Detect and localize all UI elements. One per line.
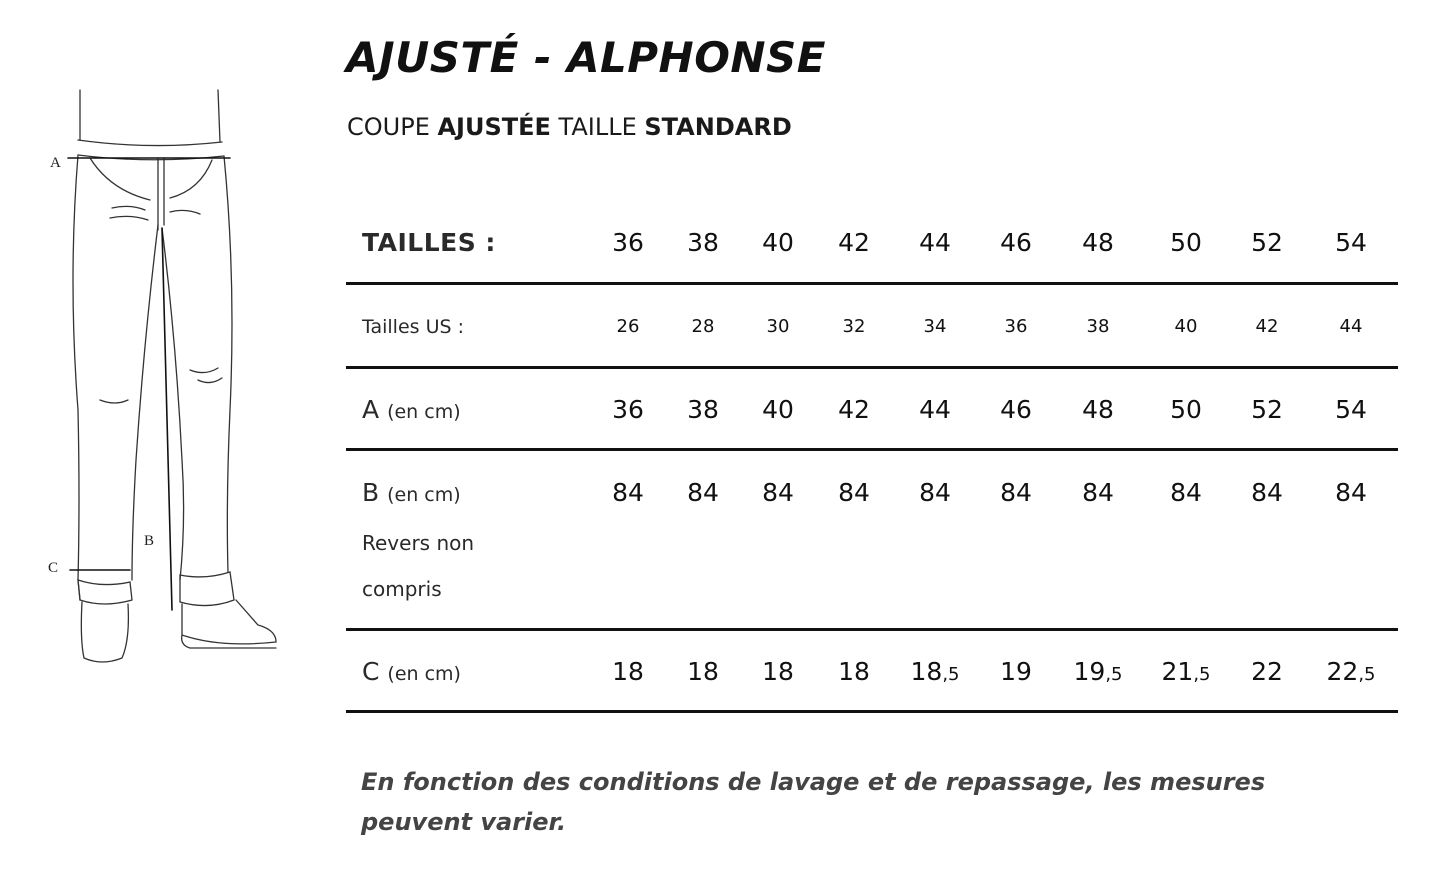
us-size-cell: 28 <box>691 316 715 337</box>
measure-b-cell: 84 <box>838 478 870 507</box>
size-cell: 42 <box>838 228 870 257</box>
measure-a-cell: 46 <box>1000 395 1032 424</box>
measure-b-cell: 84 <box>1170 478 1202 507</box>
subtitle-part-1: COUPE <box>347 113 438 141</box>
measure-b-cell: 84 <box>612 478 644 507</box>
measure-unit: (en cm) <box>387 401 461 423</box>
subtitle-part-3: TAILLE <box>550 113 645 141</box>
size-cell: 36 <box>612 228 644 257</box>
label-a: A <box>50 155 61 171</box>
measure-letter: A <box>362 395 380 424</box>
measure-letter: C <box>362 657 380 686</box>
subtitle-part-4: STANDARD <box>644 113 792 141</box>
value-fraction: ,5 <box>1358 664 1376 685</box>
measure-c-cell <box>1227 656 1307 691</box>
size-cell: 46 <box>1000 228 1032 257</box>
size-cell: 50 <box>1170 228 1202 257</box>
measure-c-cell <box>1058 656 1138 691</box>
measure-c-cell <box>588 656 668 691</box>
measure-unit: (en cm) <box>387 484 461 506</box>
us-size-cell: 42 <box>1255 316 1279 337</box>
measure-b-cell: 84 <box>1335 478 1367 507</box>
page-subtitle <box>347 112 792 142</box>
measure-letter: B <box>362 478 380 507</box>
measure-a-label <box>362 394 461 428</box>
measure-b-cell: 84 <box>919 478 951 507</box>
value-integer: 22 <box>1251 657 1283 686</box>
table-divider <box>346 710 1398 713</box>
value-integer: 19 <box>1000 657 1032 686</box>
size-cell: 40 <box>762 228 794 257</box>
value-fraction: ,5 <box>942 664 960 685</box>
value-fraction: ,5 <box>1105 664 1123 685</box>
value-integer: 18 <box>612 657 644 686</box>
us-size-cell: 44 <box>1339 316 1363 337</box>
measure-c-cell <box>1311 656 1391 691</box>
us-size-cell: 30 <box>766 316 790 337</box>
measure-b-cell: 84 <box>1000 478 1032 507</box>
table-divider <box>346 366 1398 369</box>
size-cell: 54 <box>1335 228 1367 257</box>
value-integer: 18 <box>762 657 794 686</box>
measure-b-cell: 84 <box>1251 478 1283 507</box>
size-cell: 48 <box>1082 228 1114 257</box>
measure-c-cell <box>663 656 743 691</box>
us-size-cell: 32 <box>842 316 866 337</box>
value-integer: 22 <box>1326 657 1359 686</box>
page-title: AJUSTÉ - ALPHONSE <box>346 33 826 82</box>
measure-b-cell: 84 <box>687 478 719 507</box>
measure-a-cell: 42 <box>838 395 870 424</box>
label-c: C <box>48 560 59 576</box>
revers-note-line-2: compris <box>362 577 442 601</box>
measure-a-cell: 52 <box>1251 395 1283 424</box>
value-integer: 18 <box>910 657 943 686</box>
measure-c-cell <box>814 656 894 691</box>
size-cell: 38 <box>687 228 719 257</box>
revers-note-line-1: Revers non <box>362 531 475 555</box>
us-sizes-label: Tailles US : <box>362 316 464 338</box>
table-divider <box>346 448 1398 451</box>
sizes-label: TAILLES : <box>362 228 496 257</box>
measure-b-cell: 84 <box>762 478 794 507</box>
table-divider <box>346 282 1398 285</box>
measure-c-label <box>362 656 461 690</box>
value-integer: 18 <box>838 657 870 686</box>
measure-c-cell <box>976 656 1056 691</box>
measure-a-cell: 38 <box>687 395 719 424</box>
size-cell: 52 <box>1251 228 1283 257</box>
size-cell: 44 <box>919 228 951 257</box>
us-size-cell: 38 <box>1086 316 1110 337</box>
measure-a-cell: 54 <box>1335 395 1367 424</box>
us-size-cell: 34 <box>923 316 947 337</box>
measure-a-cell: 50 <box>1170 395 1202 424</box>
measure-c-cell <box>895 656 975 691</box>
measure-c-cell <box>738 656 818 691</box>
value-integer: 19 <box>1073 657 1106 686</box>
table-divider <box>346 628 1398 631</box>
care-note: En fonction des conditions de lavage et de repassage, les mesures peuvent varier. <box>361 768 1266 836</box>
measure-unit: (en cm) <box>387 663 461 685</box>
measure-b-label <box>362 477 461 511</box>
label-b: B <box>144 533 155 549</box>
measure-c-cell <box>1146 656 1226 691</box>
subtitle-part-2: AJUSTÉE <box>437 113 551 141</box>
value-fraction: ,5 <box>1193 664 1211 685</box>
measure-a-cell: 48 <box>1082 395 1114 424</box>
us-size-cell: 26 <box>616 316 640 337</box>
value-integer: 21 <box>1161 657 1194 686</box>
measure-b-cell: 84 <box>1082 478 1114 507</box>
measure-a-cell: 36 <box>612 395 644 424</box>
us-size-cell: 40 <box>1174 316 1198 337</box>
us-size-cell: 36 <box>1004 316 1028 337</box>
value-integer: 18 <box>687 657 719 686</box>
jeans-illustration <box>40 80 290 670</box>
measure-a-cell: 44 <box>919 395 951 424</box>
measure-a-cell: 40 <box>762 395 794 424</box>
